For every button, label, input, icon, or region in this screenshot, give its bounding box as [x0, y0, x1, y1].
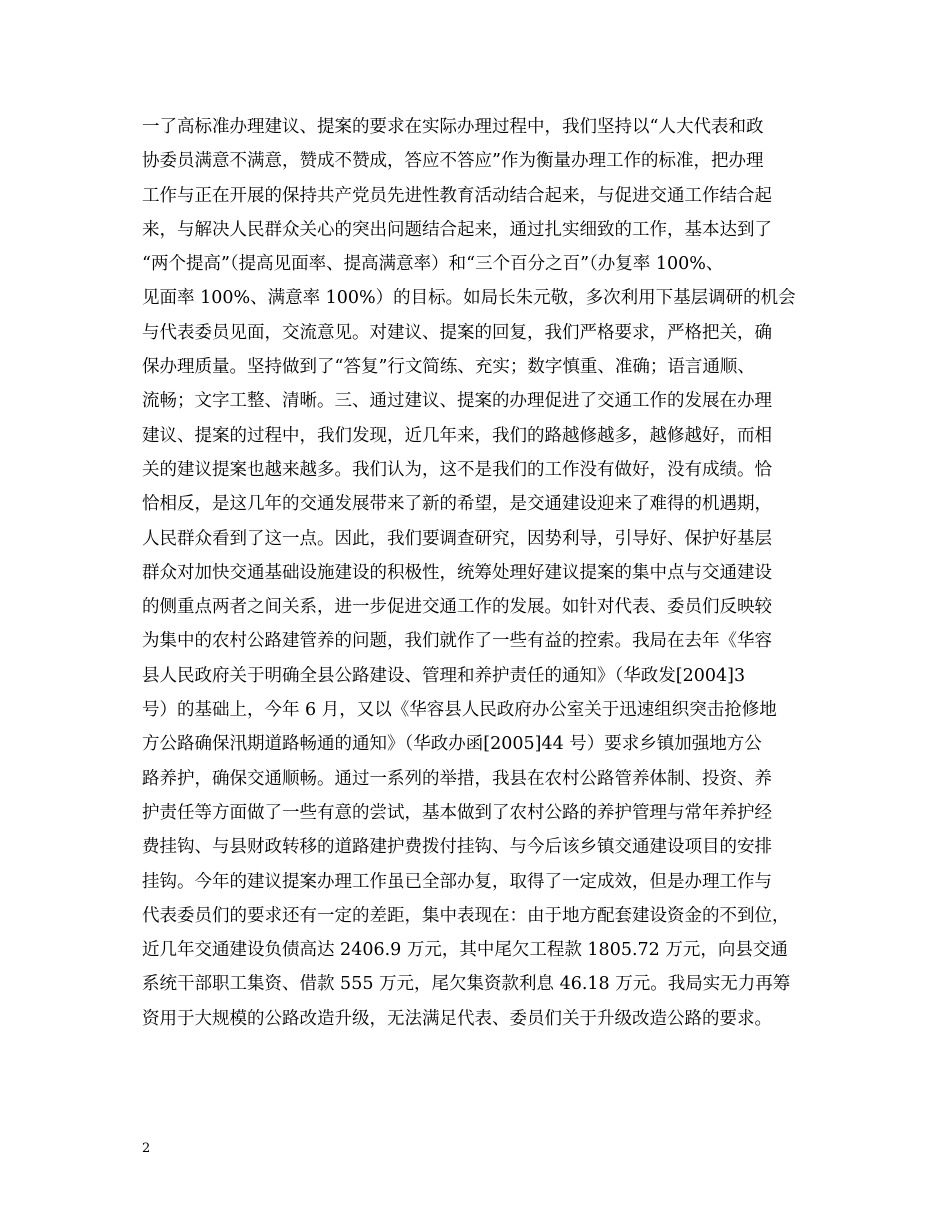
text-line: 方公路确保汛期道路畅通的通知》（华政办函[2005]44 号）要求乡镇加强地方公 [142, 734, 762, 755]
text-line: 恰相反，是这几年的交通发展带来了新的希望，是交通建设迎来了难得的机遇期， [142, 494, 772, 515]
text-line: 关的建议提案也越来越多。我们认为，这不是我们的工作没有做好，没有成绩。恰 [142, 459, 772, 480]
text-line: 挂钩。今年的建议提案办理工作虽已全部办复，取得了一定成效，但是办理工作与 [142, 871, 772, 892]
text-line: 流畅；文字工整、清晰。三、通过建议、提案的办理促进了交通工作的发展在办理 [142, 391, 772, 412]
text-line: 与代表委员见面，交流意见。对建议、提案的回复，我们严格要求，严格把关，确 [142, 322, 772, 343]
text-line: 见面率 100%、满意率 100%）的目标。如局长朱元敬，多次利用下基层调研的机会 [142, 288, 796, 309]
text-line: 系统干部职工集资、借款 555 万元，尾欠集资款利息 46.18 万元。我局实无力再筹 [142, 974, 791, 995]
text-line: 协委员满意不满意，赞成不赞成，答应不答应”作为衡量办理工作的标准，把办理 [142, 151, 764, 172]
text-line: 护责任等方面做了一些有意的尝试，基本做到了农村公路的养护管理与常年养护经 [142, 802, 772, 823]
text-line: 保办理质量。坚持做到了“答复”行文简练、充实；数字慎重、准确；语言通顺、 [142, 357, 755, 378]
text-line: 资用于大规模的公路改造升级，无法满足代表、委员们关于升级改造公路的要求。 [142, 1008, 772, 1029]
text-line: 人民群众看到了这一点。因此，我们要调查研究，因势利导，引导好、保护好基层 [142, 528, 772, 549]
text-line: 一了高标准办理建议、提案的要求在实际办理过程中，我们坚持以“人大代表和政 [142, 117, 764, 137]
text-line: 群众对加快交通基础设施建设的积极性，统筹处理好建议提案的集中点与交通建设 [142, 562, 772, 583]
text-line: 近几年交通建设负债高达 2406.9 万元，其中尾欠工程款 1805.72 万元，向县交通 [142, 940, 788, 961]
text-line: 工作与正在开展的保持共产党员先进性教育活动结合起来，与促进交通工作结合起 [142, 185, 772, 206]
page-number: 2 [142, 1141, 151, 1156]
text-line: 县人民政府关于明确全县公路建设、管理和养护责任的通知》（华政发[2004]3 [142, 665, 746, 686]
text-line: 代表委员们的要求还有一定的差距，集中表现在：由于地方配套建设资金的不到位， [142, 905, 790, 926]
text-line: 建议、提案的过程中，我们发现，近几年来，我们的路越修越多，越修越好，而相 [142, 425, 772, 446]
text-line: “两个提高”（提高见面率、提高满意率）和“三个百分之百”（办复率 100%、 [142, 254, 724, 275]
text-line: 号）的基础上，今年 6 月，又以《华容县人民政府办公室关于迅速组织突击抢修地 [142, 700, 777, 721]
text-line: 来，与解决人民群众关心的突出问题结合起来，通过扎实细致的工作，基本达到了 [142, 219, 772, 240]
text-line: 为集中的农村公路建管养的问题，我们就作了一些有益的控索。我局在去年《华容 [142, 631, 772, 652]
text-line: 费挂钩、与县财政转移的道路建护费拨付挂钩、与今后该乡镇交通建设项目的安排 [142, 837, 772, 858]
body-text [142, 110, 832, 1036]
text-line: 的侧重点两者之间关系，进一步促进交通工作的发展。如针对代表、委员们反映较 [142, 597, 772, 618]
text-line: 路养护，确保交通顺畅。通过一系列的举措，我县在农村公路管养体制、投资、养 [142, 768, 772, 789]
